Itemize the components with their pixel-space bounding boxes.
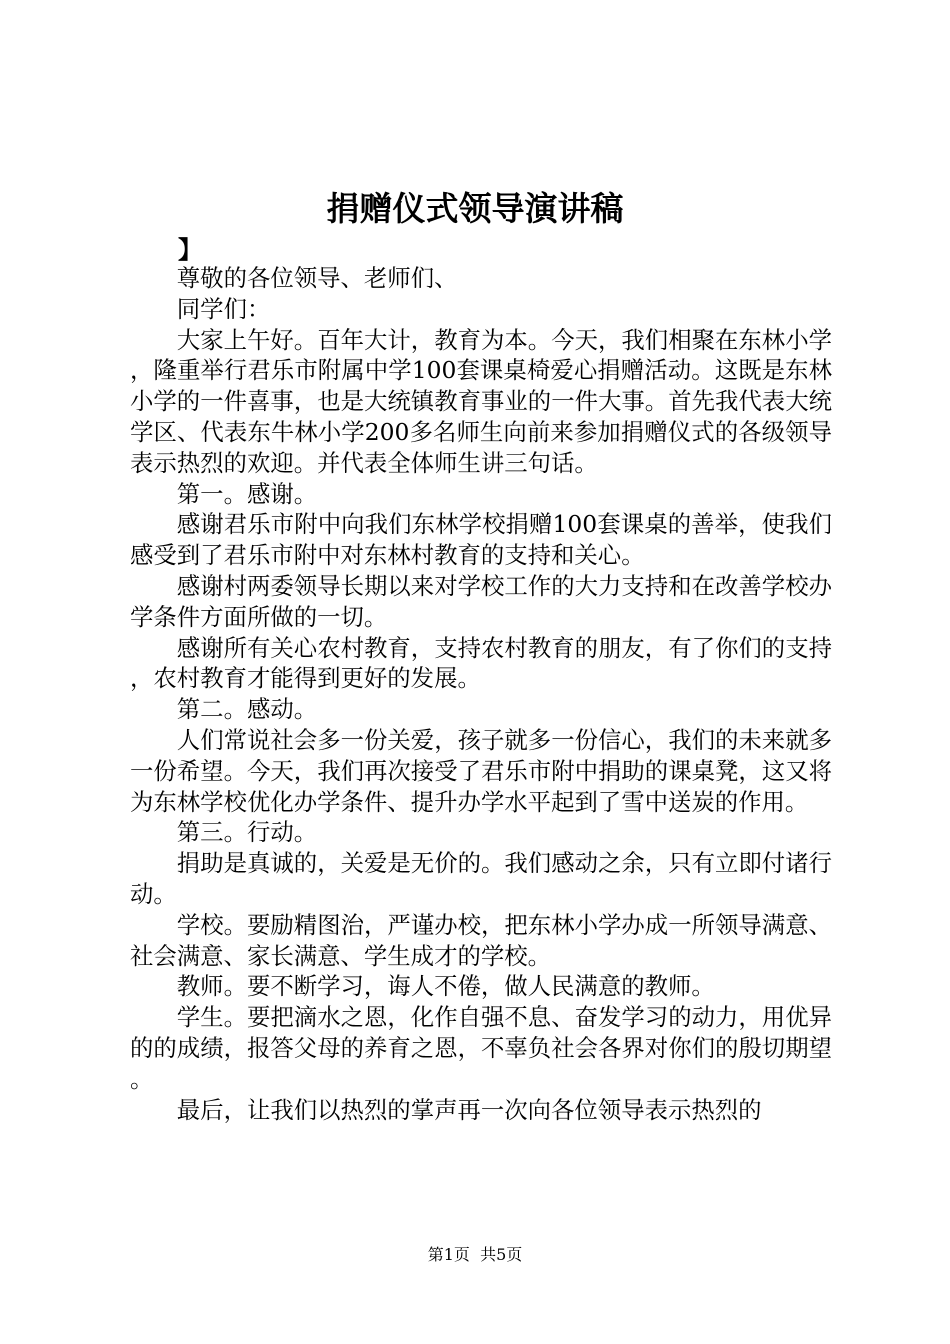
paragraph-thanks-friends: 感谢所有关心农村教育，支持农村教育的朋友，有了你们的支持，农村教育才能得到更好的发展。 (130, 633, 832, 693)
heading-third-action: 第三。行动。 (176, 818, 318, 847)
speech-body (130, 263, 832, 1125)
paragraph-opening: 大家上午好。百年大计，教育为本。今天，我们相聚在东林小学，隆重举行君乐市附属中学100套课桌椅爱心捐赠活动。这既是东林小学的一件喜事，也是大统镇教育事业的一件大事。首先我代表大统学区、代表东牛林小学200多名师生向前来参加捐赠仪式的各级领导表示热烈的欢迎。并代表全体师生讲三句话。 (130, 325, 832, 477)
paragraph-salutation: 尊敬的各位领导、老师们、 (176, 264, 458, 292)
paragraph-teachers: 教师。要不断学习，诲人不倦，做人民满意的教师。 (176, 972, 715, 1001)
page-number-footer: 第1页 共5页 (427, 1245, 523, 1264)
heading-second-moved: 第二。感动。 (176, 695, 318, 724)
paragraph-school: 学校。要励精图治，严谨办校，把东林小学办成一所领导满意、社会满意、家长满意、学生成才的学校。 (130, 910, 832, 970)
paragraph-thanks-donor: 感谢君乐市附中向我们东林学校捐赠100套课桌的善举，使我们感受到了君乐市附中对东林村教育的支持和关心。 (130, 510, 832, 570)
paragraph-salutation-students: 同学们： (176, 294, 271, 323)
page-title: 捐赠仪式领导演讲稿 (326, 189, 624, 228)
paragraph-action: 捐助是真诚的，关爱是无价的。我们感动之余，只有立即付诸行动。 (130, 849, 832, 908)
paragraph-students: 学生。要把滴水之恩，化作自强不息、奋发学习的动力，用优异的的成绩，报答父母的养育之恩，不辜负社会各界对你们的殷切期望。 (130, 1003, 832, 1093)
bracket-mark: 】 (178, 235, 202, 264)
paragraph-thanks-village: 感谢村两委领导长期以来对学校工作的大力支持和在改善学校办学条件方面所做的一切。 (130, 571, 832, 631)
paragraph-closing: 最后，让我们以热烈的掌声再一次向各位领导表示热烈的 (176, 1095, 762, 1124)
paragraph-moved: 人们常说社会多一份关爱，孩子就多一份信心，我们的未来就多一份希望。今天，我们再次接受了君乐市附中捐助的课桌凳，这又将为东林学校优化办学条件、提升办学水平起到了雪中送炭的作用。 (130, 725, 832, 816)
heading-first-thanks: 第一。感谢。 (176, 479, 318, 508)
